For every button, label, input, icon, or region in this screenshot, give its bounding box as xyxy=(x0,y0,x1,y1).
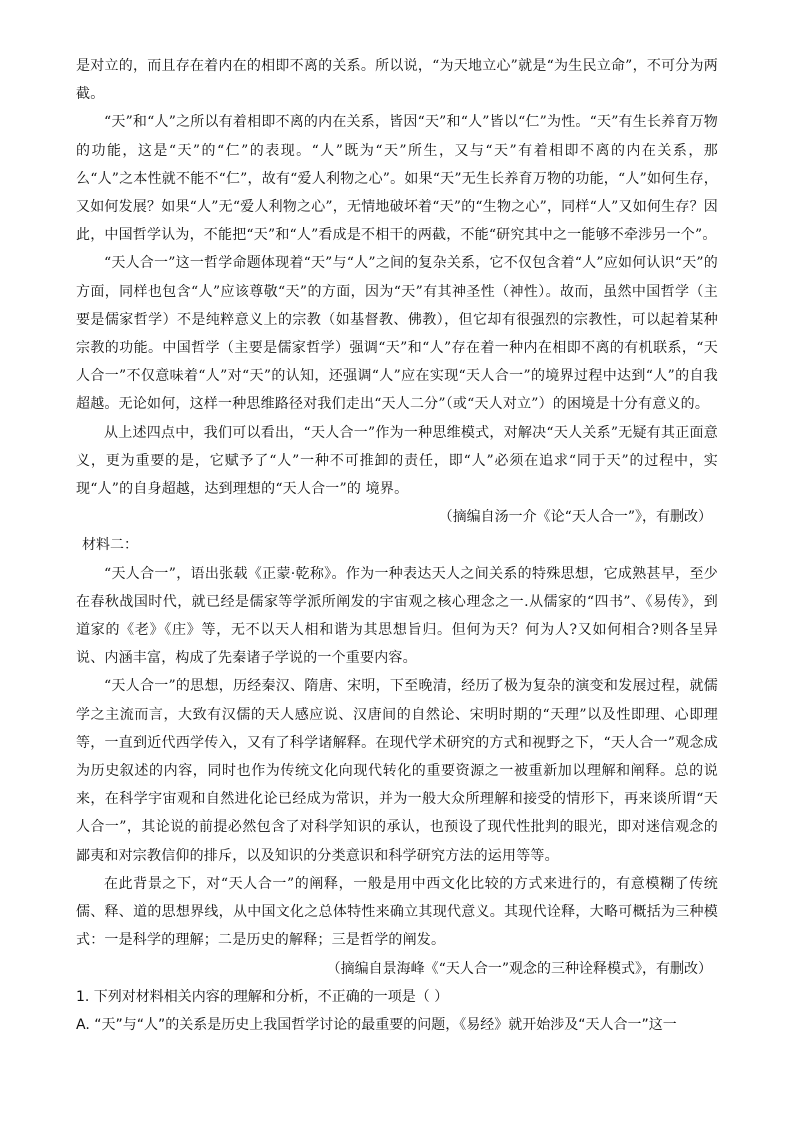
material1-paragraph-1: “天”和“人”之所以有着相即不离的内在关系，皆因“天”和“人”皆以“仁”为性。“天”有生长养育万物的功能，这是“天”的“仁”的表现。“人”既为“天”所生，又与“天”有着相即不离的内在关系，那么“人”之本性就不能不“仁”，故有“爱人利物之心”。如果“天”无生长养育万物的功能，“人”如何生存，又如何发展？如果“人”无“爱人利物之心”，无情地破坏着“天”的“生物之心”，同样“人”又如何生存？因此，中国哲学认为，不能把“天”和“人”看成是不相干的两截，不能“研究其中之一能够不牵涉另一个”。 xyxy=(76,114,718,244)
material2-paragraph-2: “天人合一”的思想，历经秦汉、隋唐、宋明，下至晚清，经历了极为复杂的演变和发展过程，就儒学之主流而言，大致有汉儒的天人感应说、汉唐间的自然论、宋明时期的“天理”以及性即理、心即理等，一直到近代西学传入，又有了科学诸解释。在现代学术研究的方式和视野之下，“天人合一”观念成为历史叙述的内容，同时也作为传统文化向现代转化的重要资源之一被重新加以理解和阐释。总的说来，在科学宇宙观和自然进化论已经成为常识，并为一般大众所理解和接受的情形下，再来谈所谓“天人合一”，其论说的前提必然包含了对科学知识的承认，也预设了现代性批判的眼光，即对迷信观念的鄙夷和对宗教信仰的排斥，以及知识的分类意识和科学研究方法的运用等等。 xyxy=(76,678,718,864)
document-page xyxy=(76,52,718,1039)
material2-label: 材料二： xyxy=(82,537,138,554)
material2-source: （摘编自景海峰《“天人合一”观念的三种诠释模式》，有删改） xyxy=(326,960,712,977)
material2-paragraph-1: “天人合一”，语出张载《正蒙·乾称》。作为一种表达天人之间关系的特殊思想，它成熟甚早，至少在春秋战国时代，就已经是儒家等学派所阐发的宇宙观之核心理念之一.从儒家的“四书”、《易传》，到道家的《老》《庄》等，无不以天人相和谐为其思想旨归。但何为天？何为人?又如何相合?则各呈异说、内涵丰富，构成了先秦诸子学说的一个重要内容。 xyxy=(76,565,718,667)
question-option-a: A. “天”与“人”的关系是历史上我国哲学讨论的最重要的问题，《易经》就开始涉及“天人合一”这一 xyxy=(76,1016,677,1033)
material1-paragraph-3: 从上述四点中，我们可以看出，“天人合一”作为一种思维模式，对解决“天人关系”无疑有其正面意义，更为重要的是，它赋予了“人”一种不可推卸的责任，即“人”必须在追求“同于天”的过程中，实现“人”的自身超越，达到理想的“天人合一”的 境界。 xyxy=(76,424,718,498)
material1-source: （摘编自汤一介《论“天人合一”》，有删改） xyxy=(438,509,712,526)
question-stem: 1. 下列对材料相关内容的理解和分析，不正确的一项是（ ） xyxy=(76,988,449,1005)
material1-paragraph-2: “天人合一”这一哲学命题体现着“天”与“人”之间的复杂关系，它不仅包含着“人”应如何认识“天”的方面，同样也包含“人”应该尊敬“天”的方面，因为“天”有其神圣性（神性）。故而，虽然中国哲学（主要是儒家哲学）不是纯粹意义上的宗教（如基督教、佛教），但它却有很强烈的宗教性，可以起着某种宗教的功能。中国哲学（主要是儒家哲学）强调“天”和“人”存在着一种内在相即不离的有机联系，“天人合一”不仅意味着“人”对“天”的认知，还强调“人”应在实现“天人合一”的境界过程中达到“人”的自我超越。无论如何，这样一种思维路径对我们走出“天人二分”（或“天人对立”）的困境是十分有意义的。 xyxy=(76,255,718,413)
material2-paragraph-3: 在此背景之下，对“天人合一”的阐释，一般是用中西文化比较的方式来进行的，有意模糊了传统儒、释、道的思想界线，从中国文化之总体特性来确立其现代意义。其现代诠释，大略可概括为三种模式：一是科学的理解；二是历史的解释；三是哲学的阐发。 xyxy=(76,875,718,949)
material1-paragraph-0: 是对立的，而且存在着内在的相即不离的关系。所以说，“为天地立心”就是“为生民立命”，不可分为两截。 xyxy=(76,58,718,103)
